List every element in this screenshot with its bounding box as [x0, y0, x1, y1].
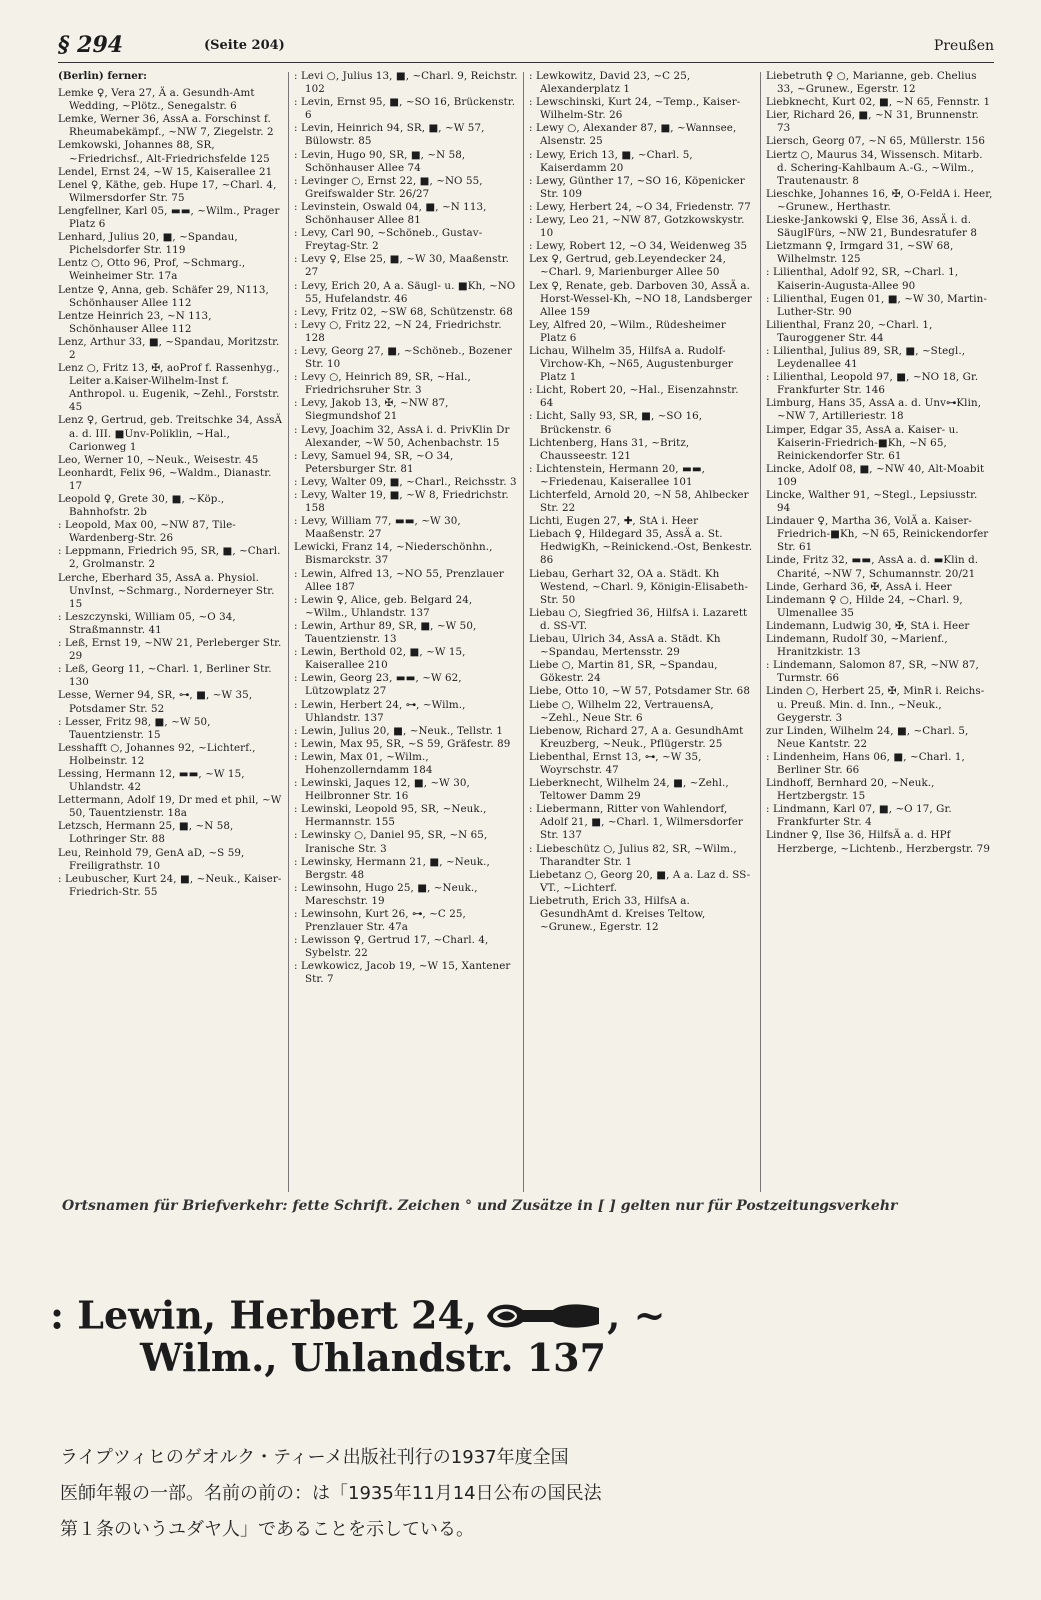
directory-entry: Lentz ○, Otto 96, Prof, ~Schmarg., Weinheimer Str. 17a [58, 257, 246, 283]
directory-entry: Lenz, Arthur 33, ■, ~Spandau, Moritzstr. 2 [58, 335, 280, 361]
directory-entry: Lessing, Hermann 12, ▬▬, ~W 15, Uhlandstr. 42 [58, 767, 245, 794]
column-3 [529, 70, 755, 1194]
directory-entry: : Levy, Walter 19, ■, ~W 8, Friedrichstr. 158 [294, 489, 509, 515]
directory-entry: : Levy, Jakob 13, ✠, ~NW 87, Siegmundshof 21 [294, 397, 449, 423]
directory-entry: Lenhard, Julius 20, ■, ~Spandau, Pichelsdorfer Str. 119 [58, 231, 238, 257]
directory-entry: : Lewinsky ○, Daniel 95, SR, ~N 65, Iranische Str. 3 [294, 829, 488, 855]
directory-entry: : Lewin ♀, Alice, geb. Belgard 24, ~Wilm., Uhlandstr. 137 [294, 593, 473, 619]
header-rule [58, 62, 994, 63]
directory-entry: : Lewin, Max 95, SR, ~S 59, Gräfestr. 89 [294, 737, 511, 750]
directory-entry: : Levinstein, Oswald 04, ■, ~N 113, Schönhauser Allee 81 [294, 200, 487, 227]
directory-entry: : Lewschinski, Kurt 24, ~Temp., Kaiser-Wilhelm-Str. 26 [529, 96, 741, 122]
enlarged-name: : Lewin, Herbert 24, [50, 1292, 478, 1338]
directory-entry: : Lewinski, Jaques 12, ■, ~W 30, Heilbronner Str. 16 [294, 777, 470, 803]
directory-entry: : Lewinsohn, Hugo 25, ■, ~Neuk., Mareschstr. 19 [294, 881, 478, 907]
directory-entry: Lichtenberg, Hans 31, ~Britz, Chausseestr. 121 [529, 436, 690, 462]
directory-entry: : Lewin, Alfred 13, ~NO 55, Prenzlauer Allee 187 [294, 567, 504, 593]
directory-entry: Lindemann ♀ ○, Hilde 24, ~Charl. 9, Ulmenallee 35 [766, 593, 963, 619]
column-4 [766, 70, 994, 1194]
directory-entry: : Lewinsohn, Kurt 26, ⊶, ~C 25, Prenzlauer Str. 47a [294, 908, 466, 934]
caption [60, 1440, 980, 1548]
directory-entry: : Levi ○, Julius 13, ■, ~Charl. 9, Reichstr. 102 [294, 70, 518, 96]
directory-entry: Liebetruth, Erich 33, HilfsA a. GesundhAmt d. Kreises Teltow, ~Grunew., Egerstr. 12 [529, 894, 706, 934]
directory-entry: : Licht, Sally 93, SR, ■, ~SO 16, Brückenstr. 6 [529, 410, 703, 436]
region-label: Preußen [933, 38, 994, 54]
directory-entry: : Lewy, Herbert 24, ~O 34, Friedenstr. 77 [529, 200, 751, 213]
directory-entry: Lesse, Werner 94, SR, ⊶, ■, ~W 35, Potsdamer Str. 52 [58, 689, 253, 715]
directory-entry: Linde, Fritz 32, ▬▬, AssA a. d. ▬Klin d. Charité, ~NW 7, Schumannstr. 20/21 [766, 554, 979, 580]
directory-entry: : Lewy, Günther 17, ~SO 16, Köpenicker Str. 109 [529, 174, 745, 200]
directory-entry: : Levin, Hugo 90, SR, ■, ~N 58, Schönhauser Allee 74 [294, 148, 466, 174]
directory-entry: : Levinger ○, Ernst 22, ■, ~NO 55, Greifswalder Str. 26/27 [294, 174, 483, 200]
directory-entry: : Lindmann, Karl 07, ■, ~O 17, Gr. Frankfurter Str. 4 [766, 803, 952, 829]
directory-entry: Liebau, Ulrich 34, AssA a. Städt. Kh ~Spandau, Mertensstr. 29 [529, 633, 721, 659]
directory-entry: Liebe, Otto 10, ~W 57, Potsdamer Str. 68 [529, 685, 750, 698]
directory-entry: : Lewin, Georg 23, ▬▬, ~W 62, Lützowplatz 27 [294, 672, 462, 698]
directory-entry: Lieberknecht, Wilhelm 24, ■, ~Zehl., Teltower Damm 29 [529, 777, 729, 803]
directory-entry: Lindauer ♀, Martha 36, VolÄ a. Kaiser-Friedrich-■Kh, ~N 65, Reinickendorfer Str. 61 [766, 515, 989, 554]
directory-entry: : Licht, Robert 20, ~Hal., Eisenzahnstr. 64 [529, 384, 739, 410]
directory-entry: Liebe ○, Wilhelm 22, VertrauensA, ~Zehl., Neue Str. 6 [529, 698, 714, 724]
directory-entry: : Lilienthal, Julius 89, SR, ■, ~Stegl., Leydenallee 41 [766, 344, 966, 371]
page-number: § 294 [58, 32, 124, 58]
directory-entry: : Levy, Samuel 94, SR, ~O 34, Petersburger Str. 81 [294, 449, 454, 475]
directory-entry: Leo, Werner 10, ~Neuk., Weisestr. 45 [58, 453, 259, 466]
directory-entry: : Lilienthal, Eugen 01, ■, ~W 30, Martin-Luther-Str. 90 [766, 292, 987, 318]
directory-entry: Lesshafft ○, Johannes 92, ~Lichterf., Holbeinstr. 12 [58, 741, 256, 767]
directory-entry: : Leszczynski, William 05, ~O 34, Straßmannstr. 41 [58, 610, 236, 636]
directory-entry: : Lewin, Max 01, ~Wilm., Hohenzollerndamm 184 [294, 750, 433, 776]
directory-entry: Lemke ♀, Vera 27, Ä a. Gesundh-Amt Wedding, ~Plötz., Senegalstr. 6 [58, 87, 255, 113]
directory-entry: : Leß, Ernst 19, ~NW 21, Perleberger Str. 29 [58, 637, 282, 663]
directory-entry: Leu, Reinhold 79, GenA aD, ~S 59, Freiligrathstr. 10 [58, 846, 245, 872]
directory-entry: Lex ♀, Gertrud, geb.Leyendecker 24, ~Charl. 9, Marienburger Allee 50 [529, 253, 727, 279]
directory-entry: : Lewin, Arthur 89, SR, ■, ~W 50, Tauentzienstr. 13 [294, 619, 477, 646]
footer-note: Ortsnamen für Briefverkehr: fette Schrift. Zeichen ° und Zusätze in [ ] gelten nur für Postzeitungsverkehr [62, 1198, 898, 1214]
directory-entry: Liersch, Georg 07, ~N 65, Müllerstr. 156 [766, 135, 986, 148]
directory-entry: Lewicki, Franz 14, ~Niederschönhn., Bismarckstr. 37 [294, 541, 493, 567]
directory-entry: : Levy, Joachim 32, AssA i. d. PrivKlin Dr Alexander, ~W 50, Achenbachstr. 15 [294, 423, 510, 449]
directory-entry: : Lilienthal, Leopold 97, ■, ~NO 18, Gr. Frankfurter Str. 146 [766, 371, 979, 397]
directory-entry: Lietzmann ♀, Irmgard 31, ~SW 68, Wilhelmstr. 125 [766, 240, 954, 266]
directory-entry: Limburg, Hans 35, AssA a. d. Unv⊶Klin, ~NW 7, Artilleriestr. 18 [766, 397, 982, 423]
directory-entry: : Lindenheim, Hans 06, ■, ~Charl. 1, Berliner Str. 66 [766, 750, 965, 776]
column-divider [288, 72, 289, 1192]
directory-entry: Lindemann, Ludwig 30, ✠, StA i. Heer [766, 619, 970, 632]
directory-entry: Lichterfeld, Arnold 20, ~N 58, Ahlbecker Str. 22 [529, 489, 749, 515]
directory-entry: : Levin, Ernst 95, ■, ~SO 16, Brückenstr. 6 [294, 96, 516, 122]
directory-entry: : Leubuscher, Kurt 24, ■, ~Neuk., Kaiser-Friedrich-Str. 55 [58, 872, 282, 898]
directory-entry: Lex ♀, Renate, geb. Darboven 30, AssÄ a. Horst-Wessel-Kh, ~NO 18, Landsberger Allee 159 [529, 279, 752, 318]
column-heading: (Berlin) ferner: [58, 70, 147, 82]
directory-entry: : Lewy ○, Alexander 87, ■, ~Wannsee, Alsenstr. 25 [529, 122, 737, 148]
directory-entry: : Liebeschütz ○, Julius 82, SR, ~Wilm., Tharandter Str. 1 [529, 842, 737, 868]
directory-entry: : Lewkowitz, David 23, ~C 25, Alexanderplatz 1 [529, 70, 691, 96]
directory-entry: Liertz ○, Maurus 34, Wissensch. Mitarb. d. Schering-Kahlbaum A.-G., ~Wilm., Trautenaustr. 8 [766, 148, 983, 187]
directory-entry: Lemke, Werner 36, AssA a. Forschinst f. Rheumabekämpf., ~NW 7, Ziegelstr. 2 [58, 113, 274, 139]
directory-entry: zur Linden, Wilhelm 24, ■, ~Charl. 5, Neue Kantstr. 22 [766, 724, 969, 750]
snake-symbol-icon [483, 1298, 603, 1334]
directory-entry: Limper, Edgar 35, AssA a. Kaiser- u. Kaiserin-Friedrich-■Kh, ~N 65, Reinickendorfer Str. 61 [766, 423, 959, 462]
directory-entry: Liebenthal, Ernst 13, ⊶, ~W 35, Woyrschstr. 47 [529, 750, 702, 776]
directory-entry: : Levy ○, Heinrich 89, SR, ~Hal., Friedrichsruher Str. 3 [294, 371, 471, 397]
enlarged-line-2: Wilm., Uhlandstr. 137 [140, 1335, 607, 1380]
directory-entry: Liebau, Gerhart 32, OA a. Städt. Kh Westend, ~Charl. 9, Königin-Elisabeth-Str. 50 [529, 567, 749, 606]
directory-entry: Letzsch, Hermann 25, ■, ~N 58, Lothringer Str. 88 [58, 820, 234, 846]
directory-entry: Lieschke, Johannes 16, ✠, O-FeldA i. Heer, ~Grunew., Herthastr. [766, 187, 993, 213]
directory-entry: : Levy ○, Fritz 22, ~N 24, Friedrichstr. 128 [294, 318, 502, 344]
column-divider [523, 72, 524, 1192]
directory-entry: : Liebermann, Ritter von Wahlendorf, Adolf 21, ■, ~Charl. 1, Wilmersdorfer Str. 137 [529, 803, 743, 842]
directory-entry: Leonhardt, Felix 96, ~Waldm., Dianastr. 17 [58, 466, 272, 492]
enlarged-suffix: , ~ [607, 1292, 666, 1338]
directory-entry: : Lewy, Leo 21, ~NW 87, Gotzkowskystr. 10 [529, 214, 745, 240]
directory-entry: Lichau, Wilhelm 35, HilfsA a. Rudolf-Virchow-Kh, ~N65, Augustenburger Platz 1 [529, 344, 733, 384]
directory-entry: Lincke, Walther 91, ~Stegl., Lepsiusstr. 94 [766, 489, 978, 515]
directory-entry: Lettermann, Adolf 19, Dr med et phil, ~W 50, Tauentzienstr. 18a [58, 794, 282, 820]
caption-line-2: 医師年報の一部。名前の前の：は「1935年11月14日公布の国民法 [60, 1483, 602, 1504]
directory-entry: : Levy, William 77, ▬▬, ~W 30, Maaßenstr. 27 [294, 515, 461, 541]
enlarged-line-1 [50, 1288, 665, 1340]
directory-entry: Lincke, Adolf 08, ■, ~NW 40, Alt-Moabit 109 [766, 462, 985, 488]
directory-entry: Liebetruth ♀ ○, Marianne, geb. Chelius 33, ~Grunew., Egerstr. 12 [766, 70, 977, 96]
directory-entry: Liebknecht, Kurt 02, ■, ~N 65, Fennstr. 1 [766, 96, 991, 109]
directory-entry: Lerche, Eberhard 35, AssA a. Physiol. UnvInst, ~Schmarg., Norderneyer Str. 15 [58, 571, 275, 610]
directory-entry: Lier, Richard 26, ■, ~N 31, Brunnenstr. 73 [766, 109, 979, 135]
directory-entry: Lichti, Eugen 27, ✚, StA i. Heer [529, 515, 699, 528]
directory-entry: Lentze ♀, Anna, geb. Schäfer 29, N113, Schönhauser Allee 112 [58, 283, 269, 309]
directory-entry: : Lewisson ♀, Gertrud 17, ~Charl. 4, Sybelstr. 22 [294, 934, 489, 960]
column-1 [58, 70, 283, 1194]
directory-entry: : Leopold, Max 00, ~NW 87, Tile-Wardenberg-Str. 26 [58, 519, 236, 545]
directory-entry: : Lindemann, Salomon 87, SR, ~NW 87, Turmstr. 66 [766, 659, 979, 685]
directory-entry: Liebau ○, Siegfried 36, HilfsA i. Lazarett d. SS-VT. [529, 606, 748, 632]
directory-entry: Linde, Gerhard 36, ✠, AssA i. Heer [766, 580, 952, 593]
directory-entry: Liebetanz ○, Georg 20, ■, A a. Laz d. SS-VT., ~Lichterf. [529, 868, 751, 894]
directory-entry: Lemkowski, Johannes 88, SR, ~Friedrichsf., Alt-Friedrichsfelde 125 [58, 139, 270, 165]
directory-entry: Lendel, Ernst 24, ~W 15, Kaiserallee 21 [58, 165, 273, 178]
directory-entry: Lenel ♀, Käthe, geb. Hupe 17, ~Charl. 4, Wilmersdorfer Str. 75 [58, 178, 277, 204]
directory-entry: : Levy, Fritz 02, ~SW 68, Schützenstr. 68 [294, 305, 513, 318]
directory-entry: Lilienthal, Franz 20, ~Charl. 1, Tauroggener Str. 44 [766, 318, 933, 344]
directory-entry: : Lewin, Berthold 02, ■, ~W 15, Kaiserallee 210 [294, 646, 466, 672]
directory-entry: : Lichtenstein, Hermann 20, ▬▬, ~Friedenau, Kaiserallee 101 [529, 462, 706, 488]
directory-entry: : Lesser, Fritz 98, ■, ~W 50, Tauentzienstr. 15 [58, 715, 211, 741]
directory-entry: Liebach ♀, Hildegard 35, AssÄ a. St. HedwigKh, ~Reinickend.-Ost, Benkestr. 86 [529, 528, 753, 567]
column-2 [294, 70, 518, 1194]
directory-entry: Lindner ♀, Ilse 36, HilfsÄ a. d. HPf Herzberge, ~Lichtenb., Herzbergstr. 79 [766, 829, 990, 855]
directory-entry: : Lewin, Herbert 24, ⊶, ~Wilm., Uhlandstr. 137 [294, 698, 466, 724]
directory-entry: : Levy, Georg 27, ■, ~Schöneb., Bozener Str. 10 [294, 344, 512, 371]
directory-entry: Lindemann, Rudolf 30, ~Marienf., Hranitzkistr. 13 [766, 633, 948, 659]
directory-entry: : Leppmann, Friedrich 95, SR, ■, ~Charl. 2, Grolmanstr. 2 [58, 545, 281, 571]
directory-entry: Lieske-Jankowski ♀, Else 36, AssÄ i. d. SäuglFürs, ~NW 21, Bundesratufer 8 [766, 214, 978, 240]
directory-entry: : Lewy, Robert 12, ~O 34, Weidenweg 35 [529, 240, 748, 253]
directory-entry: Linden ○, Herbert 25, ✠, MinR i. Reichs- u. Preuß. Min. d. Inn., ~Neuk., Geygerstr. 3 [766, 685, 985, 724]
directory-entry: : Lewinsky, Hermann 21, ■, ~Neuk., Bergstr. 48 [294, 855, 490, 881]
directory-entry: : Lewin, Julius 20, ■, ~Neuk., Tellstr. 1 [294, 724, 503, 737]
column-divider [760, 72, 761, 1192]
directory-entry: Lindhoff, Bernhard 20, ~Neuk., Hertzbergstr. 15 [766, 777, 935, 803]
directory-entry: Liebe ○, Martin 81, SR, ~Spandau, Gökestr. 24 [529, 659, 718, 685]
directory-entry: : Lewy, Erich 13, ■, ~Charl. 5, Kaiserdamm 20 [529, 148, 693, 174]
directory-entry: Liebenow, Richard 27, A a. GesundhAmt Kreuzberg, ~Neuk., Pflügerstr. 25 [529, 724, 744, 750]
directory-entry: Lentze Heinrich 23, ~N 113, Schönhauser Allee 112 [58, 309, 212, 335]
enlarged-entry [50, 1288, 1010, 1398]
directory-entry: : Levy ♀, Else 25, ■, ~W 30, Maaßenstr. 27 [294, 253, 509, 279]
directory-entry: : Lewkowicz, Jacob 19, ~W 15, Xantener Str. 7 [294, 960, 511, 986]
caption-line-1: ライプツィヒのゲオルク・ティーメ出版社刊行の1937年度全国 [60, 1447, 569, 1468]
directory-entry: Ley, Alfred 20, ~Wilm., Rüdesheimer Platz 6 [529, 318, 726, 344]
directory-entry: : Levy, Walter 09, ■, ~Charl., Reichsstr. 3 [294, 475, 517, 488]
directory-entry: : Lewinski, Leopold 95, SR, ~Neuk., Hermannstr. 155 [294, 803, 487, 829]
directory-entry: Lenz ♀, Gertrud, geb. Treitschke 34, AssÄ a. d. III. ■Unv-Poliklin, ~Hal., Carionweg 1 [58, 414, 283, 453]
directory-columns [58, 70, 994, 1194]
directory-entry: Lengfellner, Karl 05, ▬▬, ~Wilm., Prager Platz 6 [58, 204, 280, 231]
directory-entry: : Levy, Erich 20, A a. Säugl- u. ■Kh, ~NO 55, Hufelandstr. 46 [294, 279, 516, 305]
directory-entry: Leopold ♀, Grete 30, ■, ~Köp., Bahnhofstr. 2b [58, 493, 225, 519]
directory-entry: : Leß, Georg 11, ~Charl. 1, Berliner Str. 130 [58, 663, 272, 689]
page-header [58, 32, 994, 62]
caption-line-3: 第１条のいうユダヤ人」であることを示している。 [60, 1519, 474, 1540]
seite-label: (Seite 204) [204, 38, 285, 53]
directory-entry: : Lilienthal, Adolf 92, SR, ~Charl. 1, Kaiserin-Augusta-Allee 90 [766, 266, 959, 292]
directory-entry: Lenz ○, Fritz 13, ✠, aoProf f. Rassenhyg., Leiter a.Kaiser-Wilhelm-Inst f. Anthropol. u. Eugenik, ~Zehl., Forststr. 45 [58, 362, 280, 414]
directory-entry: : Levin, Heinrich 94, SR, ■, ~W 57, Bülowstr. 85 [294, 122, 485, 148]
directory-entry: : Levy, Carl 90, ~Schöneb., Gustav-Freytag-Str. 2 [294, 227, 483, 253]
